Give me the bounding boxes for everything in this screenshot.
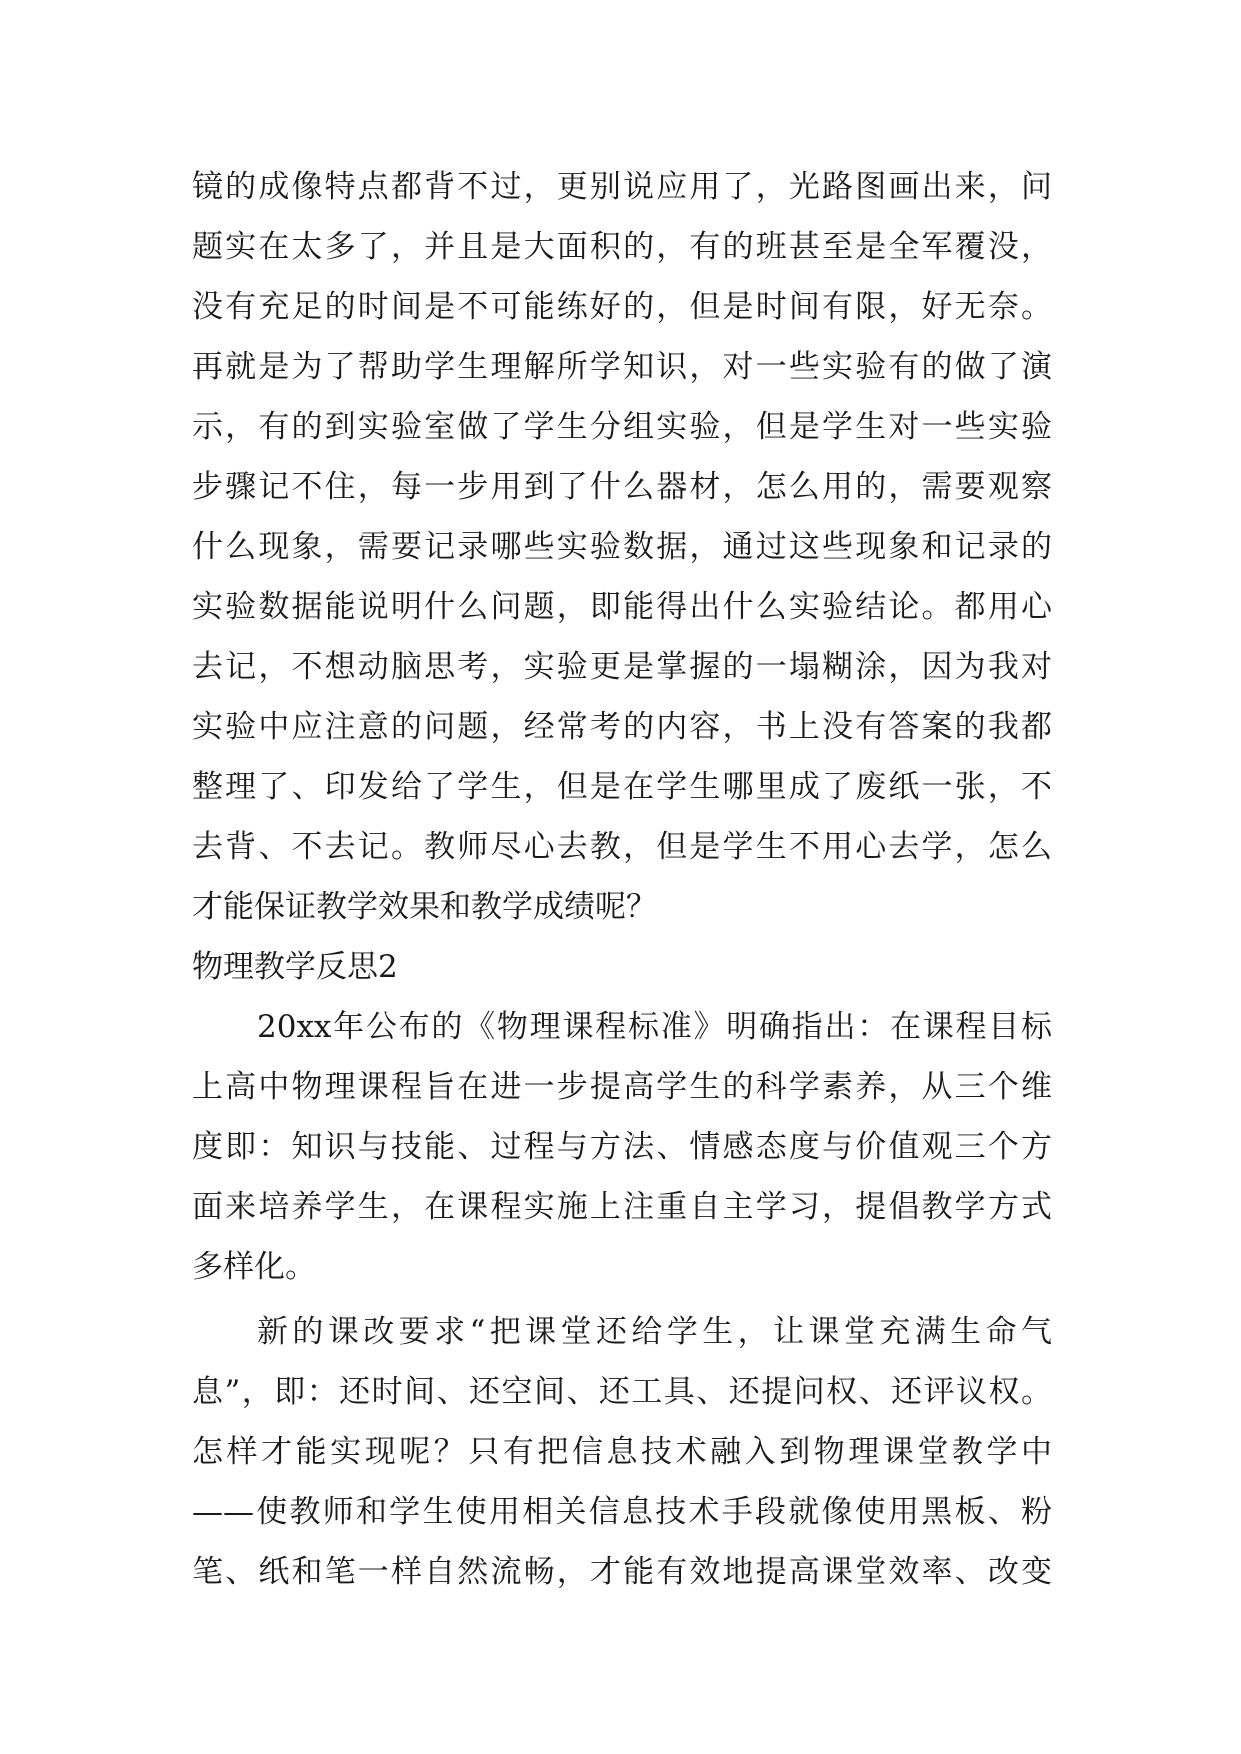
text-line: 息”，即：还时间、还空间、还工具、还提问权、还评议权。 xyxy=(192,1374,1052,1410)
text-line: 没有充足的时间是不可能练好的，但是时间有限，好无奈。 xyxy=(192,289,1052,325)
text-line: 新的课改要求“把课堂还给学生，让课堂充满生命气 xyxy=(257,1314,1052,1350)
text-line: 整理了、印发给了学生，但是在学生哪里成了废纸一张，不 xyxy=(192,769,1052,805)
text-line: 才能保证教学效果和教学成绩呢？ xyxy=(192,889,657,925)
text-line: 笔、纸和笔一样自然流畅，才能有效地提高课堂效率、改变 xyxy=(192,1554,1052,1590)
text-line: 多样化。 xyxy=(192,1249,316,1285)
text-line: 实验中应注意的问题，经常考的内容，书上没有答案的我都 xyxy=(192,709,1052,745)
text-line: 再就是为了帮助学生理解所学知识，对一些实验有的做了演 xyxy=(192,349,1052,385)
text-line: 题实在太多了，并且是大面积的，有的班甚至是全军覆没， xyxy=(192,229,1052,265)
section-heading: 物理教学反思2 xyxy=(192,949,398,985)
text-line: 步骤记不住，每一步用到了什么器材，怎么用的，需要观察 xyxy=(192,469,1052,505)
text-line: 实验数据能说明什么问题，即能得出什么实验结论。都用心 xyxy=(192,589,1052,625)
text-line: 示，有的到实验室做了学生分组实验，但是学生对一些实验 xyxy=(192,409,1052,445)
text-line: 什么现象，需要记录哪些实验数据，通过这些现象和记录的 xyxy=(192,529,1052,565)
text-line: ——使教师和学生使用相关信息技术手段就像使用黑板、粉 xyxy=(192,1494,1052,1530)
text-line: 20xx年公布的《物理课程标准》明确指出：在课程目标 xyxy=(257,1009,1052,1045)
text-line: 镜的成像特点都背不过，更别说应用了，光路图画出来，问 xyxy=(192,169,1052,205)
text-line: 去背、不去记。教师尽心去教，但是学生不用心去学，怎么 xyxy=(192,829,1052,865)
text-line: 度即：知识与技能、过程与方法、情感态度与价值观三个方 xyxy=(192,1129,1052,1165)
text-line: 去记，不想动脑思考，实验更是掌握的一塌糊涂，因为我对 xyxy=(192,649,1052,685)
text-line: 上高中物理课程旨在进一步提高学生的科学素养，从三个维 xyxy=(192,1069,1052,1105)
text-line: 面来培养学生，在课程实施上注重自主学习，提倡教学方式 xyxy=(192,1189,1052,1225)
text-line: 怎样才能实现呢？只有把信息技术融入到物理课堂教学中 xyxy=(192,1434,1052,1470)
